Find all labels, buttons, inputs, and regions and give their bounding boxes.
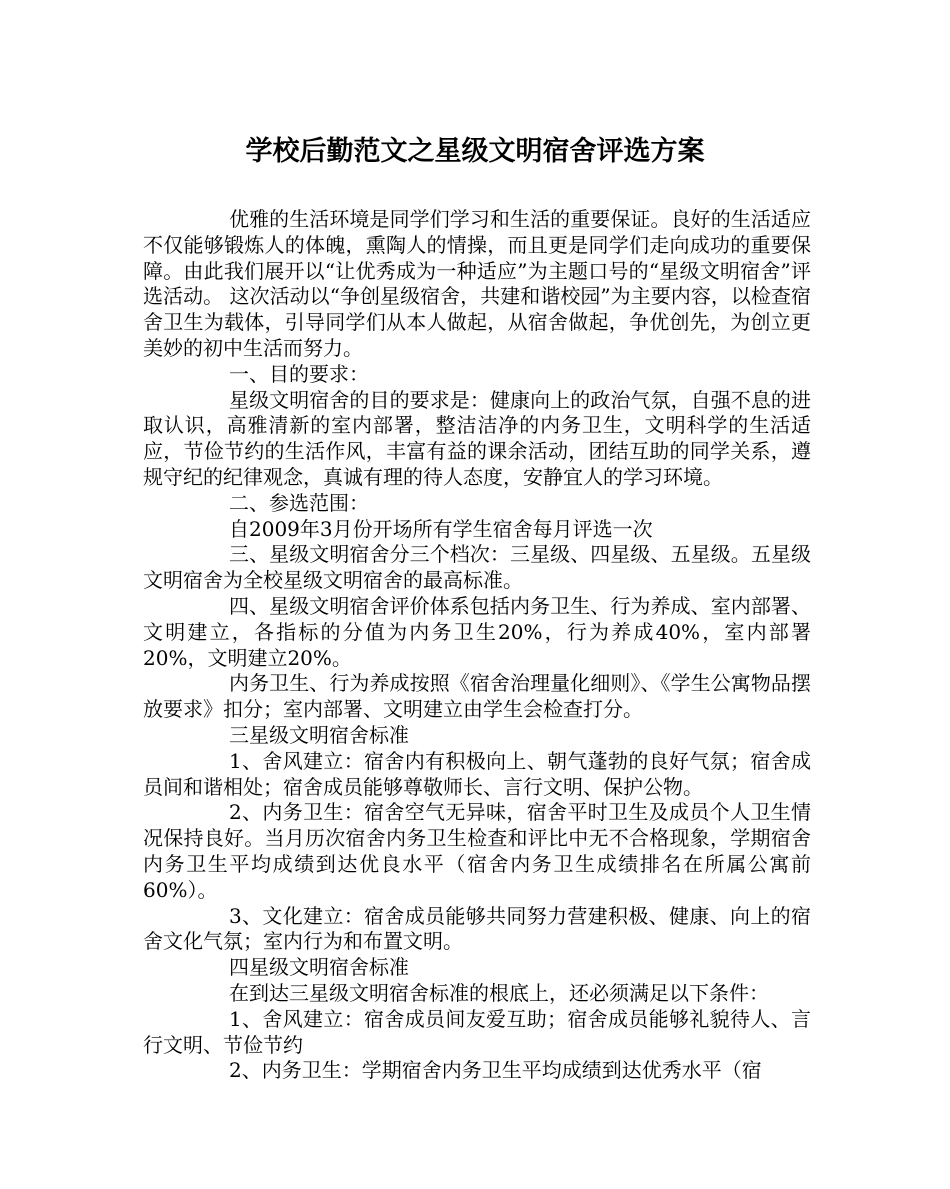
paragraph-four-star-1: 1、舍风建立：宿舍成员间友爱互助；宿舍成员能够礼貌待人、言行文明、节俭节约 xyxy=(143,1006,811,1057)
section-heading-scope: 二、参选范围： xyxy=(229,490,369,515)
paragraph-evaluation: 四、星级文明宿舍评价体系包括内务卫生、行为养成、室内部署、文明建立，各指标的分值为内务卫生20%，行为养成40%，室内部署20%，文明建立20%。 xyxy=(143,593,811,670)
paragraph-three-star-2: 2、内务卫生：宿舍空气无异味，宿舍平时卫生及成员个人卫生情况保持良好。当月历次宿舍内务卫生检查和评比中无不合格现象，学期宿舍内务卫生平均成绩到达优良水平（宿舍内务卫生成绩排名在所属公寓前60%）。 xyxy=(143,800,811,902)
paragraph-four-star-2: 2、内务卫生：学期宿舍内务卫生平均成绩到达优秀水平（宿 xyxy=(229,1058,762,1083)
document-title: 学校后勤范文之星级文明宿舍评选方案 xyxy=(245,136,705,167)
document-body xyxy=(143,207,811,1084)
paragraph-purpose: 星级文明宿舍的目的要求是：健康向上的政治气氛，自强不息的进取认识，高雅清新的室内部署，整洁洁净的内务卫生，文明科学的生活适应，节俭节约的生活作风，丰富有益的课余活动，团结互助的同学关系，遵规守纪的纪律观念，真诚有理的待人态度，安静宜人的学习环境。 xyxy=(143,387,811,489)
paragraph-intro: 优雅的生活环境是同学们学习和生活的重要保证。良好的生活适应不仅能够锻炼人的体魄，熏陶人的情操，而且更是同学们走向成功的重要保障。由此我们展开以“让优秀成为一种适应”为主题口号的“星级文明宿舍”评选活动。 这次活动以“争创星级宿舍，共建和谐校园”为主要内容，以检查宿舍卫生为载体，引导同学们从本人做起，从宿舍做起，争优创先，为创立更美妙的初中生活而努力。 xyxy=(143,207,811,360)
section-heading-four-star: 四星级文明宿舍标准 xyxy=(229,955,409,980)
paragraph-scoring: 内务卫生、行为养成按照《宿舍治理量化细则》、《学生公寓物品摆放要求》扣分；室内部署、文明建立由学生会检查打分。 xyxy=(143,671,811,722)
paragraph-levels: 三、星级文明宿舍分三个档次：三星级、四星级、五星级。五星级文明宿舍为全校星级文明宿舍的最高标准。 xyxy=(143,542,811,593)
paragraph-three-star-3: 3、文化建立：宿舍成员能够共同努力营建积极、健康、向上的宿舍文化气氛；室内行为和布置文明。 xyxy=(143,903,811,954)
paragraph-three-star-1: 1、舍风建立：宿舍内有积极向上、朝气蓬勃的良好气氛；宿舍成员间和谐相处；宿舍成员能够尊敬师长、言行文明、保护公物。 xyxy=(143,748,811,799)
paragraph-four-star-intro: 在到达三星级文明宿舍标准的根底上，还必须满足以下条件： xyxy=(229,980,769,1005)
section-heading-purpose: 一、目的要求： xyxy=(229,361,369,386)
section-heading-three-star: 三星级文明宿舍标准 xyxy=(229,722,409,747)
paragraph-scope: 自2009年3月份开场所有学生宿舍每月评选一次 xyxy=(229,516,653,541)
